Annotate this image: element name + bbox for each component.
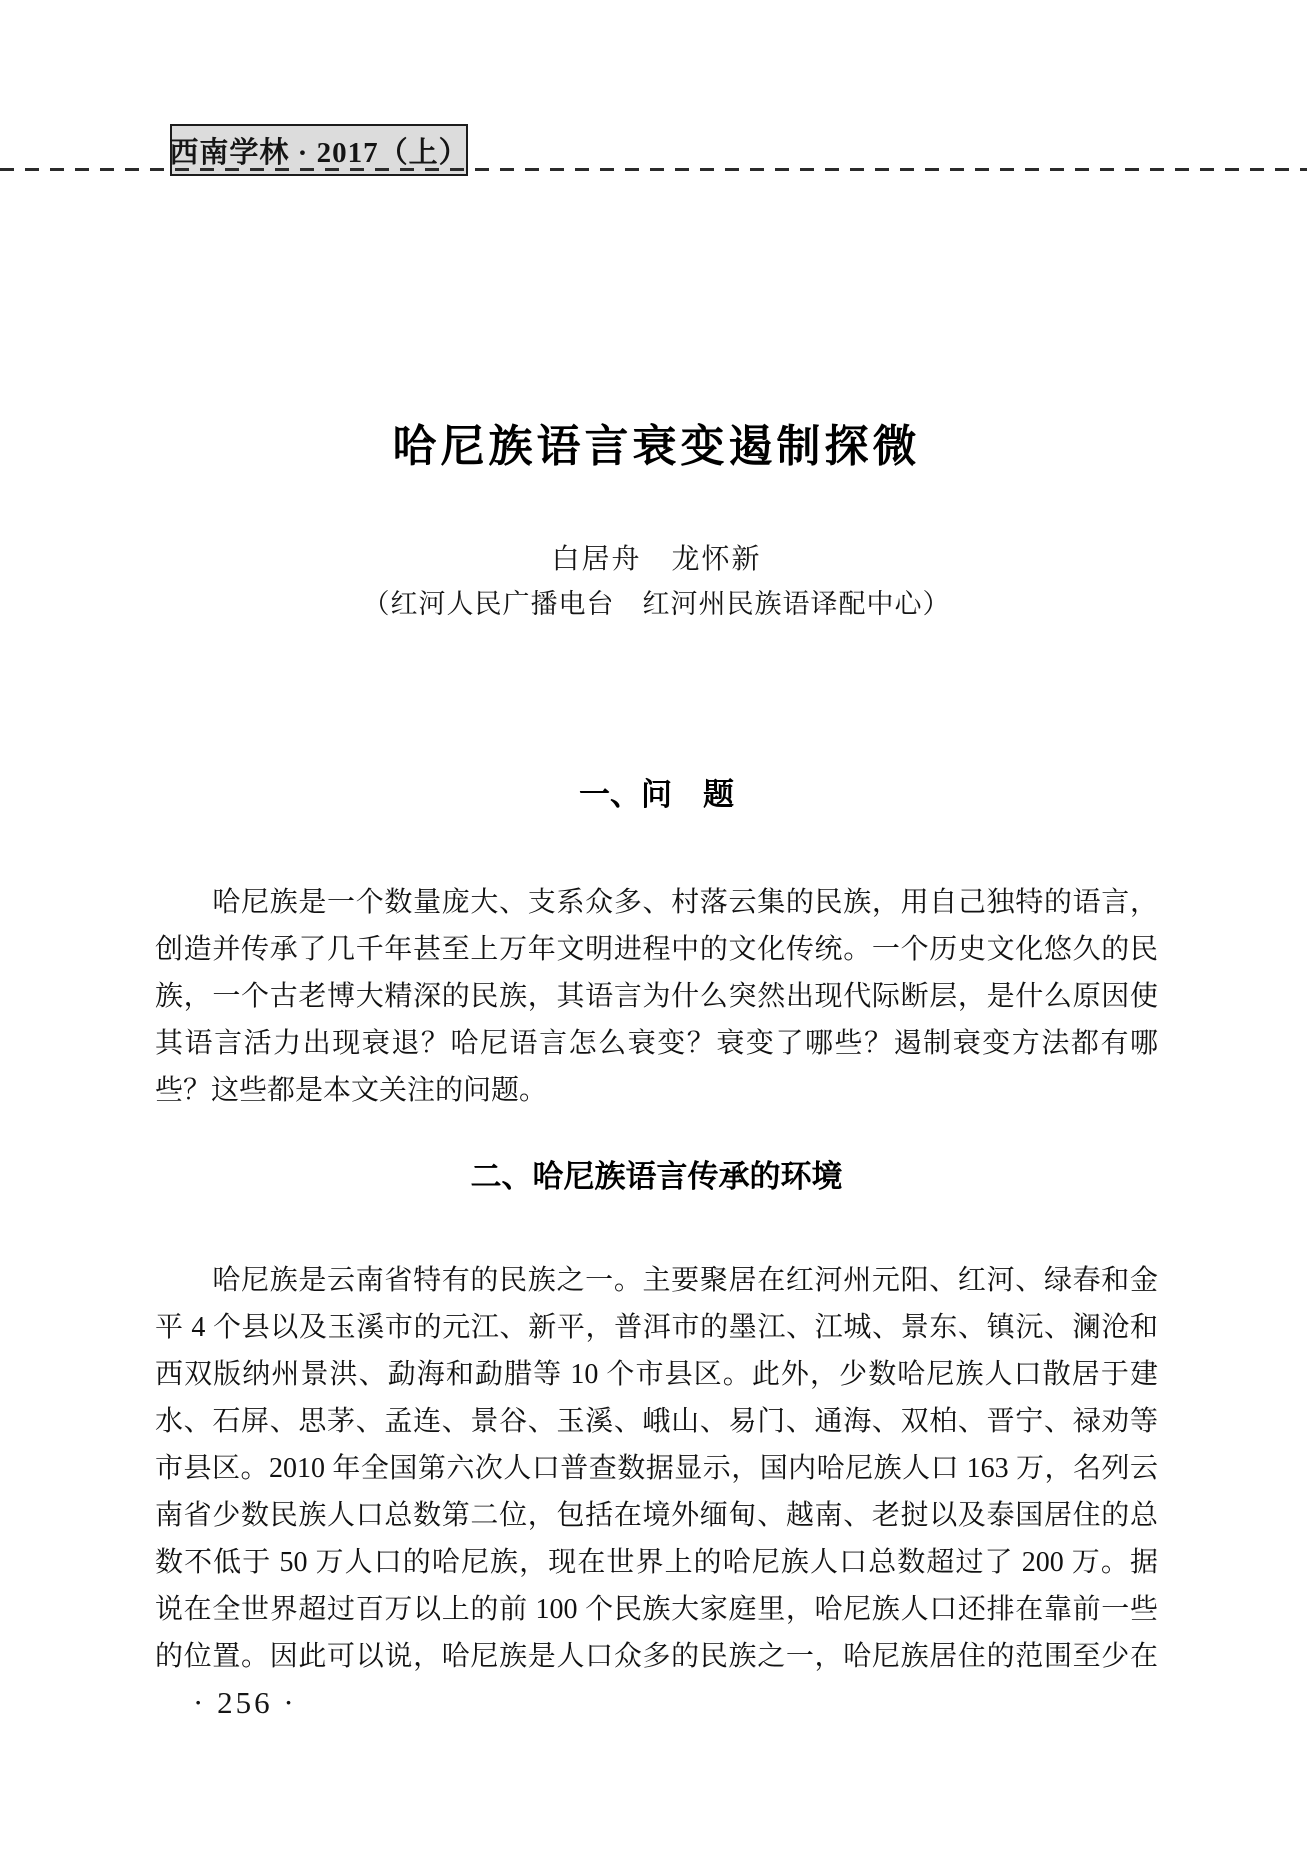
authors-line: 白居舟 龙怀新 [551,544,762,575]
header-dashed-rule [0,168,1307,171]
text-line: 些？这些都是本文关注的问题。 [155,1075,548,1106]
text-line: 哈尼族是云南省特有的民族之一。主要聚居在红河州元阳、红河、绿春和金 [155,1265,1158,1296]
text-line: 说在全世界超过百万以上的前 100 个民族大家庭里，哈尼族人口还排在靠前一些 [155,1594,1158,1625]
text-line: 哈尼族是一个数量庞大、支系众多、村落云集的民族，用自己独特的语言， [155,887,1158,918]
text-line: 西双版纳州景洪、勐海和勐腊等 10 个市县区。此外，少数哈尼族人口散居于建 [155,1359,1158,1390]
affiliation-line: （红河人民广播电台 红河州民族语译配中心） [362,589,951,619]
article-title: 哈尼族语言衰变遏制探微 [392,422,921,471]
section-heading-1: 一、问 题 [579,777,734,812]
text-line: 水、石屏、思茅、孟连、景谷、玉溪、峨山、易门、通海、双柏、晋宁、禄劝等 [155,1406,1158,1437]
text-line: 数不低于 50 万人口的哈尼族，现在世界上的哈尼族人口总数超过了 200 万。据 [155,1547,1158,1578]
text-line: 平 4 个县以及玉溪市的元江、新平，普洱市的墨江、江城、景东、镇沅、澜沧和 [155,1312,1158,1343]
section-heading-2: 二、哈尼族语言传承的环境 [470,1159,843,1194]
text-line: 市县区。2010 年全国第六次人口普查数据显示，国内哈尼族人口 163 万，名列云 [155,1453,1158,1484]
text-line: 南省少数民族人口总数第二位，包括在境外缅甸、越南、老挝以及泰国居住的总 [155,1500,1158,1531]
section-1-paragraph [155,879,1158,1114]
text-line: 的位置。因此可以说，哈尼族是人口众多的民族之一，哈尼族居住的范围至少在 [155,1641,1158,1672]
text-line: 创造并传承了几千年甚至上万年文明进程中的文化传统。一个历史文化悠久的民 [155,934,1158,965]
journal-header-label: 西南学林 · 2017（上） [169,136,469,169]
text-line: 其语言活力出现衰退？哈尼语言怎么衰变？衰变了哪些？遏制衰变方法都有哪 [155,1028,1158,1059]
text-line: 族，一个古老博大精深的民族，其语言为什么突然出现代际断层，是什么原因使 [155,981,1158,1012]
section-2-paragraph [155,1257,1158,1680]
page-number: · 256 · [193,1685,297,1720]
